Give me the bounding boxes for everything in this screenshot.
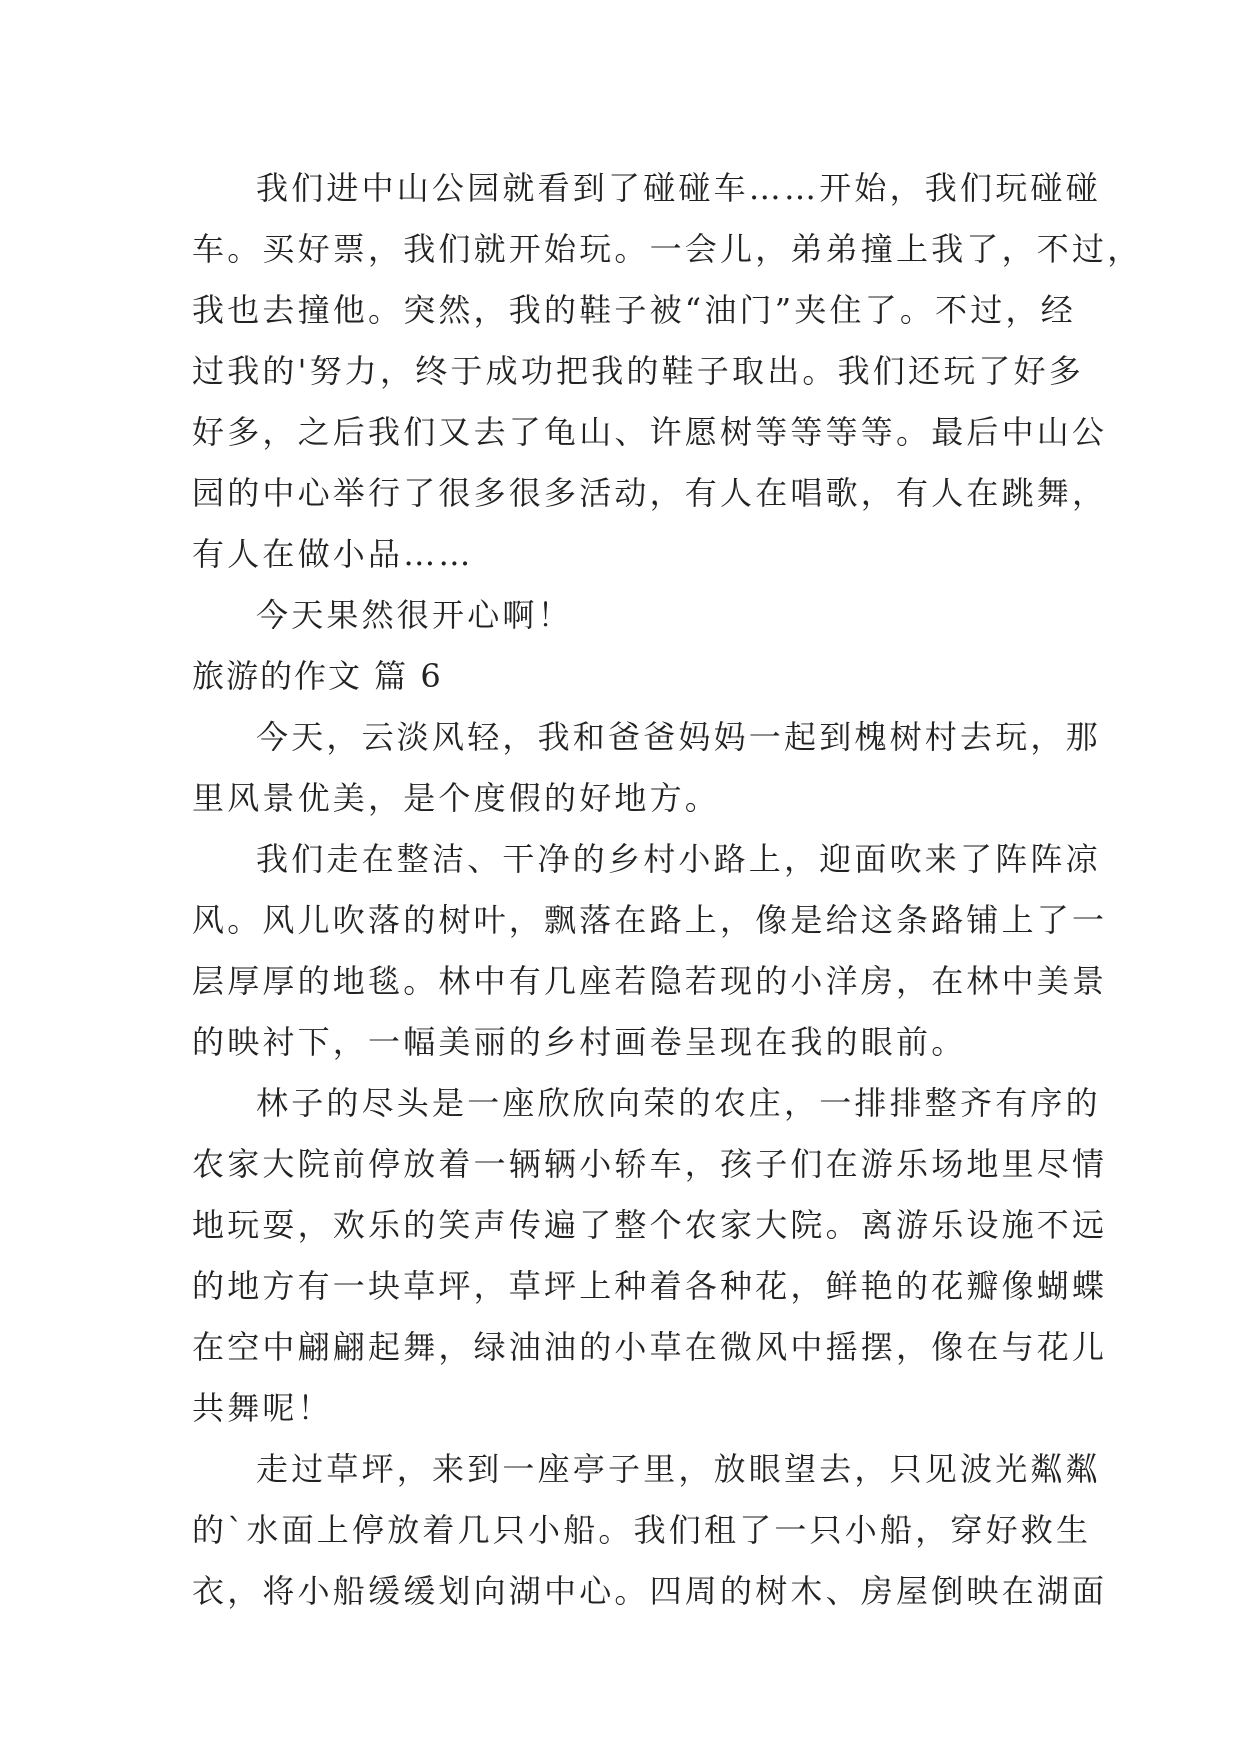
section-heading: 旅游的作文 篇 6 [192, 657, 443, 695]
text-line: 车。买好票，我们就开始玩。一会儿，弟弟撞上我了，不过， [192, 230, 1143, 268]
text-line: 衣，将小船缓缓划向湖中心。四周的树木、房屋倒映在湖面 [192, 1572, 1108, 1610]
text-line: 的地方有一块草坪，草坪上种着各种花，鲜艳的花瓣像蝴蝶 [192, 1267, 1108, 1305]
text-line: 过我的'努力，终于成功把我的鞋子取出。我们还玩了好多 [192, 352, 1084, 390]
text-line: 我们走在整洁、干净的乡村小路上，迎面吹来了阵阵凉 [256, 840, 1101, 878]
text-line: 层厚厚的地毯。林中有几座若隐若现的小洋房，在林中美景 [192, 962, 1108, 1000]
text-line: 共舞呢！ [192, 1389, 333, 1427]
text-line: 园的中心举行了很多很多活动，有人在唱歌，有人在跳舞， [192, 474, 1108, 512]
text-line: 今天果然很开心啊！ [256, 596, 573, 634]
text-line: 的映衬下，一幅美丽的乡村画卷呈现在我的眼前。 [192, 1023, 967, 1061]
text-line: 农家大院前停放着一辆辆小轿车，孩子们在游乐场地里尽情 [192, 1145, 1108, 1183]
text-line: 林子的尽头是一座欣欣向荣的农庄，一排排整齐有序的 [256, 1084, 1101, 1122]
text-line: 我也去撞他。突然，我的鞋子被“油门”夹住了。不过，经 [192, 291, 1076, 329]
text-line: 今天，云淡风轻，我和爸爸妈妈一起到槐树村去玩，那 [256, 718, 1101, 756]
text-line: 走过草坪，来到一座亭子里，放眼望去，只见波光粼粼 [256, 1450, 1101, 1488]
text-line: 地玩耍，欢乐的笑声传遍了整个农家大院。离游乐设施不远 [192, 1206, 1108, 1244]
text-line: 的`水面上停放着几只小船。我们租了一只小船，穿好救生 [192, 1511, 1092, 1549]
text-line: 在空中翩翩起舞，绿油油的小草在微风中摇摆，像在与花儿 [192, 1328, 1108, 1366]
document-body [192, 158, 1143, 1622]
text-line: 我们进中山公园就看到了碰碰车……开始，我们玩碰碰 [256, 169, 1101, 207]
text-line: 好多，之后我们又去了龟山、许愿树等等等等。最后中山公 [192, 413, 1108, 451]
text-line: 风。风儿吹落的树叶，飘落在路上，像是给这条路铺上了一 [192, 901, 1108, 939]
text-line: 有人在做小品…… [192, 535, 474, 573]
text-line: 里风景优美，是个度假的好地方。 [192, 779, 721, 817]
